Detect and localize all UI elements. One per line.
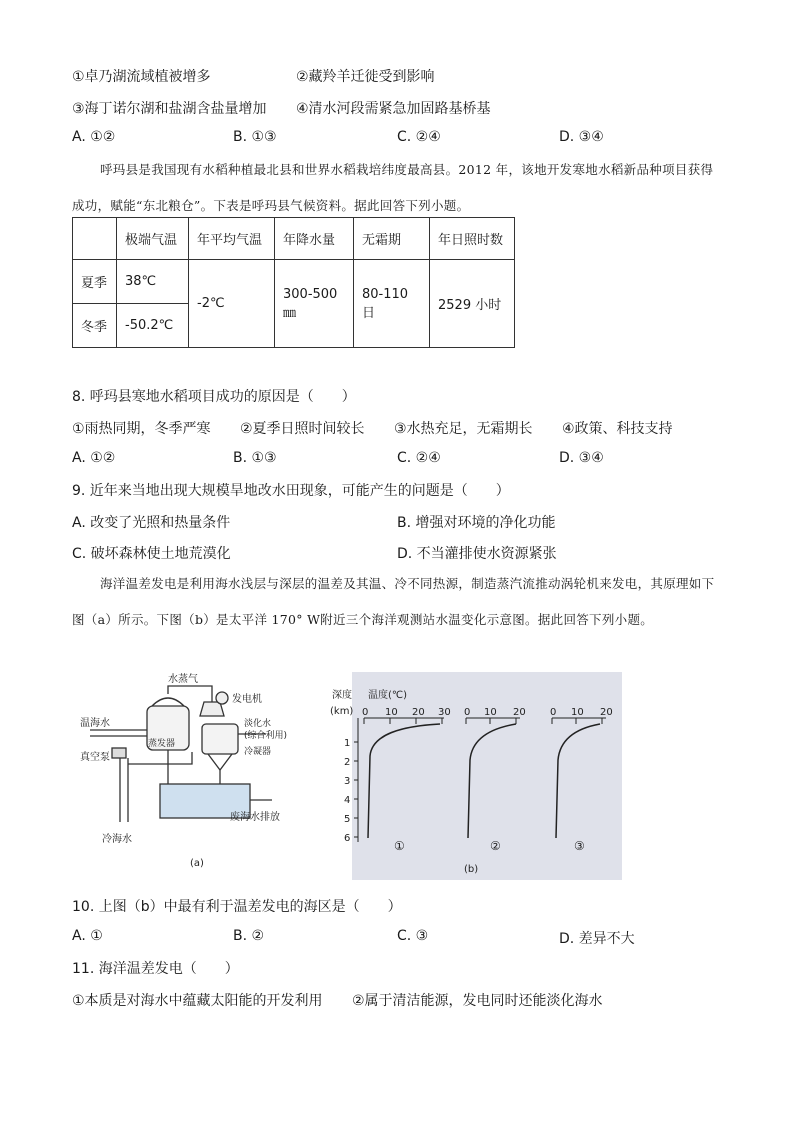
q10-stem: 10. 上图（b）中最有利于温差发电的海区是（ ） bbox=[72, 899, 402, 915]
passage-otec: 海洋温差发电是利用海水浅层与深层的温差及其温、冷不同热源，制造蒸汽流推动涡轮机来发电，其原理如下图（a）所示。下图（b）是太平洋 170° W附近三个海洋观测站水温变化示意图。据此回答下列小题。 bbox=[72, 576, 715, 627]
q7-statement-3: ③海丁诺尔湖和盐湖含盐量增加 bbox=[72, 101, 267, 117]
depth-axis-label: 深度 bbox=[332, 690, 352, 701]
depth-tick-4: 4 bbox=[344, 795, 351, 806]
table-header-empty bbox=[73, 218, 117, 260]
p3-tick-0: 0 bbox=[550, 707, 557, 718]
label-warm-water: 温海水 bbox=[80, 718, 110, 729]
table-sunshine: 2529 小时 bbox=[430, 260, 515, 348]
figure-b-caption: (b) bbox=[464, 864, 479, 875]
q7-statements-row2 bbox=[72, 98, 722, 118]
table-header-sunshine: 年日照时数 bbox=[430, 218, 515, 260]
p1-tick-10: 10 bbox=[385, 707, 398, 718]
q7-statements-row1 bbox=[72, 66, 722, 86]
table-header-precip: 年降水量 bbox=[275, 218, 354, 260]
p2-tick-20: 20 bbox=[513, 707, 526, 718]
q10-choice-c[interactable]: C. ③ bbox=[397, 928, 429, 944]
q9-choice-c[interactable]: C. 破坏森林使土地荒漠化 bbox=[72, 546, 231, 562]
q7-choice-b[interactable]: B. ①③ bbox=[233, 129, 277, 145]
figure-otec bbox=[72, 672, 622, 880]
table-header-extreme-temp: 极端气温 bbox=[117, 218, 189, 260]
table-row-summer-label: 夏季 bbox=[73, 260, 117, 304]
q10-choices bbox=[72, 928, 722, 948]
q8-statements bbox=[72, 418, 722, 438]
q8-statement-2: ②夏季日照时间较长 bbox=[240, 421, 365, 437]
table-winter-extreme: -50.2℃ bbox=[117, 304, 189, 348]
q7-choice-c[interactable]: C. ②④ bbox=[397, 129, 441, 145]
label-generator: 发电机 bbox=[232, 694, 262, 705]
p1-tick-20: 20 bbox=[412, 707, 425, 718]
depth-tick-1: 1 bbox=[344, 738, 351, 749]
table-header-frost-free: 无霜期 bbox=[354, 218, 430, 260]
q7-choice-d[interactable]: D. ③④ bbox=[559, 129, 604, 145]
generator-shape bbox=[216, 692, 228, 704]
q11-statement-1: ①本质是对海水中蕴藏太阳能的开发利用 bbox=[72, 993, 323, 1009]
passage-huma: 呼玛县是我国现有水稻种植最北县和世界水稻栽培纬度最高县。2012 年，该地开发寒地水稻新品种项目获得成功，赋能“东北粮仓”。下表是呼玛县气候资料。据此回答下列小题。 bbox=[72, 162, 714, 213]
q11-stem: 11. 海洋温差发电（ ） bbox=[72, 961, 239, 977]
q8-choices bbox=[72, 450, 722, 470]
q9-choice-d[interactable]: D. 不当灌排使水资源紧张 bbox=[397, 546, 557, 562]
station-1-label: ① bbox=[394, 839, 405, 853]
depth-tick-3: 3 bbox=[344, 776, 351, 787]
q9-choices-row2 bbox=[72, 543, 722, 563]
cold-water-pipe bbox=[120, 758, 128, 822]
q7-statement-1: ①卓乃湖流域植被增多 bbox=[72, 69, 211, 85]
q8-statement-4: ④政策、科技支持 bbox=[562, 421, 673, 437]
label-condenser: 冷凝器 bbox=[244, 747, 272, 757]
temp-axis-label: 温度(℃) bbox=[368, 690, 408, 701]
p1-tick-0: 0 bbox=[362, 707, 369, 718]
condenser-funnel bbox=[208, 754, 232, 770]
q9-choice-b[interactable]: B. 增强对环境的净化功能 bbox=[397, 515, 556, 531]
p3-tick-20: 20 bbox=[600, 707, 613, 718]
q7-statement-4: ④清水河段需紧急加固路基桥基 bbox=[296, 101, 491, 117]
depth-axis-unit: (km) bbox=[330, 706, 354, 717]
q8-choice-c[interactable]: C. ②④ bbox=[397, 450, 441, 466]
table-avg-temp: -2℃ bbox=[189, 260, 275, 348]
label-evaporator: 蒸发器 bbox=[148, 739, 176, 749]
p2-tick-10: 10 bbox=[484, 707, 497, 718]
vacuum-pump-shape bbox=[112, 748, 126, 758]
q9-choice-a[interactable]: A. 改变了光照和热量条件 bbox=[72, 515, 231, 531]
label-fresh-water-use: (综合利用) bbox=[244, 731, 288, 741]
q9-stem: 9. 近年来当地出现大规模旱地改水田现象，可能产生的问题是（ ） bbox=[72, 483, 510, 499]
label-steam: 水蒸气 bbox=[168, 674, 198, 685]
condenser-shape bbox=[202, 724, 238, 754]
depth-tick-2: 2 bbox=[344, 757, 351, 768]
p3-tick-10: 10 bbox=[571, 707, 584, 718]
table-frost-free: 80-110 日 bbox=[354, 260, 430, 348]
q10-choice-a[interactable]: A. ① bbox=[72, 928, 103, 944]
station-2-label: ② bbox=[490, 839, 501, 853]
q7-statement-2: ②藏羚羊迁徙受到影响 bbox=[296, 69, 435, 85]
label-cold-water: 冷海水 bbox=[102, 834, 132, 845]
figure-svg bbox=[72, 672, 622, 880]
depth-tick-5: 5 bbox=[344, 814, 351, 825]
cold-to-condenser bbox=[128, 752, 192, 764]
table-summer-extreme: 38℃ bbox=[117, 260, 189, 304]
q8-statement-3: ③水热充足，无霜期长 bbox=[394, 421, 533, 437]
q7-choice-a[interactable]: A. ①② bbox=[72, 129, 116, 145]
table-precip: 300-500㎜ bbox=[275, 260, 354, 348]
p2-tick-0: 0 bbox=[464, 707, 471, 718]
q8-choice-b[interactable]: B. ①③ bbox=[233, 450, 277, 466]
q8-statement-1: ①雨热同期，冬季严寒 bbox=[72, 421, 211, 437]
drain-pipes bbox=[168, 750, 220, 784]
q10-choice-d[interactable]: D. 差异不大 bbox=[559, 931, 635, 947]
q8-choice-d[interactable]: D. ③④ bbox=[559, 450, 604, 466]
evaporator-dome bbox=[152, 698, 184, 706]
table-row-winter-label: 冬季 bbox=[73, 304, 117, 348]
depth-tick-6: 6 bbox=[344, 833, 351, 844]
q10-choice-b[interactable]: B. ② bbox=[233, 928, 265, 944]
q11-statements bbox=[72, 990, 722, 1010]
label-fresh-water: 淡化水 bbox=[244, 719, 272, 729]
q11-statement-2: ②属于清洁能源，发电同时还能淡化海水 bbox=[352, 993, 603, 1009]
climate-table bbox=[72, 217, 515, 348]
p1-tick-30: 30 bbox=[438, 707, 451, 718]
q9-choices-row1 bbox=[72, 512, 722, 532]
q7-choices bbox=[72, 129, 722, 149]
table-header-avg-temp: 年平均气温 bbox=[189, 218, 275, 260]
q8-stem: 8. 呼玛县寒地水稻项目成功的原因是（ ） bbox=[72, 389, 356, 405]
station-3-label: ③ bbox=[574, 839, 585, 853]
label-waste-discharge: 废海水排放 bbox=[230, 812, 280, 823]
label-vacuum-pump: 真空泵 bbox=[80, 752, 110, 763]
figure-a-caption: (a) bbox=[190, 858, 204, 869]
q8-choice-a[interactable]: A. ①② bbox=[72, 450, 116, 466]
